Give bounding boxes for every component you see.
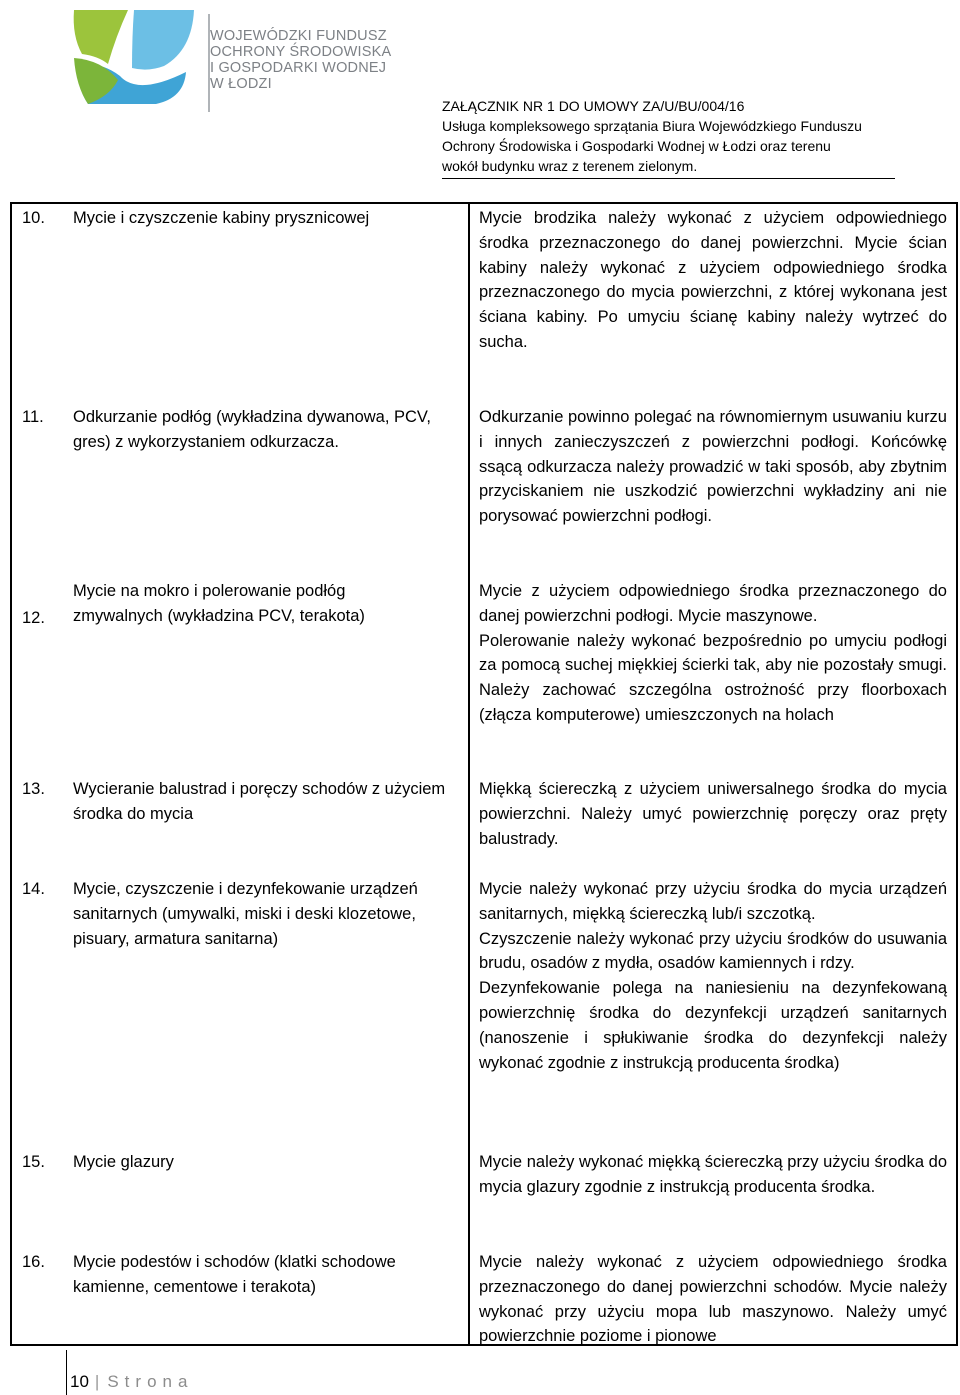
logo-line: W ŁODZI [210,76,272,92]
task-description [479,877,947,1075]
row-number: 16. [22,1253,45,1271]
description-paragraph: Mycie należy wykonać miękką ściereczką przy użyciu środka do mycia glazury zgodnie z instrukcją producenta środka. [479,1153,947,1196]
row-number: 11. [22,408,44,426]
row-number: 15. [22,1153,45,1171]
cleaning-tasks-table [10,202,958,1346]
description-paragraph: Mycie z użyciem odpowiedniego środka przeznaczonego do danej powierzchni podłogi. Mycie maszynowe. [479,582,947,625]
header-line: Ochrony Środowiska i Gospodarki Wodnej w Łodzi oraz terenu [442,138,831,154]
task-description [479,1150,947,1200]
logo-wordmark [210,28,390,92]
task-description [479,1250,947,1349]
description-paragraph: Czyszczenie należy wykonać przy użyciu środków do usuwania brudu, osadów z mydła, osadów kamiennych i rdzy. [479,929,947,973]
logo-line: WOJEWÓDZKI FUNDUSZ [210,28,387,44]
description-paragraph: Miękką ściereczką z użyciem uniwersalnego środka do mycia powierzchni. Należy umyć powierzchnię poręczy oraz pręty balustrady. [479,780,947,848]
task-description [479,777,947,851]
task-name: Odkurzanie podłóg (wykładzina dywanowa, PCV, gres) z wykorzystaniem odkurzacza. [73,408,432,451]
attachment-title: ZAŁĄCZNIK NR 1 DO UMOWY ZA/U/BU/004/16 [442,98,745,114]
description-paragraph: Mycie należy wykonać przy użyciu środka do mycia urządzeń sanitarnych, miękką ściereczką lub/i szczotką. [479,880,947,923]
task-description [479,206,947,355]
page-word: Strona [107,1372,194,1391]
description-paragraph: Mycie brodzika należy wykonać z użyciem odpowiedniego środka przeznaczonego do danej powierzchni. Mycie ścian kabiny należy wykonać z użyciem odpowiedniego środka przeznaczonego do mycia powierzchni, z której wykonana jest ściana kabiny. Po umyciu ścianę kabiny należy wytrzeć do sucha. [479,209,947,351]
row-number: 10. [22,209,45,227]
footer-separator: | [94,1372,100,1391]
logo-line: OCHRONY ŚRODOWISKA [210,44,392,60]
document-header [442,96,912,176]
task-description [479,405,947,529]
column-divider [468,204,470,1344]
task-name: Mycie i czyszczenie kabiny prysznicowej [73,209,370,227]
header-line: Usługa kompleksowego sprzątania Biura Wojewódzkiego Funduszu [442,118,862,134]
task-description [479,579,947,728]
row-number: 14. [22,880,45,898]
header-rule [442,178,895,179]
description-paragraph: Dezynfekowanie polega na naniesieniu na dezynfekowaną powierzchnię środka do dezynfekcji urządzeń sanitarnych (nanoszenie i spłukiwanie środka do dezynfekcji należy wykonać zgodnie z instrukcją producenta środka) [479,979,947,1072]
description-paragraph: Odkurzanie powinno polegać na równomiernym usuwaniu kurzu i innych zanieczyszczeń z powierzchni podłogi. Końcówkę ssącą odkurzacza należy prowadzić w taki sposób, aby zbytnim przyciskaniem nie uszkodzić powierzchni wykładziny ani nie porysować powierzchni podłogi. [479,408,947,526]
page-number: 10 [70,1372,89,1391]
header-line: wokół budynku wraz z terenem zielonym. [442,158,698,174]
task-name: Mycie glazury [73,1153,174,1171]
description-paragraph: Mycie należy wykonać z użyciem odpowiedniego środka przeznaczonego do danej powierzchni schodów. Mycie należy wykonać przy użyciu mopa lub maszynowo. Należy umyć powierzchnie poziome i pionowe [479,1253,947,1346]
fund-logo [68,6,392,106]
task-name: Mycie, czyszczenie i dezynfekowanie urządzeń sanitarnych (umywalki, miski i deski klozetowe, pisuary, armatura sanitarna) [73,880,418,948]
description-paragraph: Polerowanie należy wykonać bezpośrednio po umyciu podłogi za pomocą suchej miękkiej ścierki tak, aby nie pozostały smugi. Należy zachować szczególna ostrożność przy floorboxach (złącza komputerowe) umieszczonych na holach [479,631,947,724]
task-name: Mycie podestów i schodów (klatki schodowe kamienne, cementowe i terakota) [73,1253,396,1296]
page-footer [70,1370,193,1394]
task-name: Wycieranie balustrad i poręczy schodów z użyciem środka do mycia [73,780,446,823]
footer-divider [66,1350,67,1395]
task-name: Mycie na mokro i polerowanie podłóg zmywalnych (wykładzina PCV, terakota) [73,582,365,625]
row-number: 13. [22,780,45,798]
row-number: 12. [22,609,45,627]
fund-logo-icon [68,6,200,106]
logo-line: I GOSPODARKI WODNEJ [210,60,387,76]
